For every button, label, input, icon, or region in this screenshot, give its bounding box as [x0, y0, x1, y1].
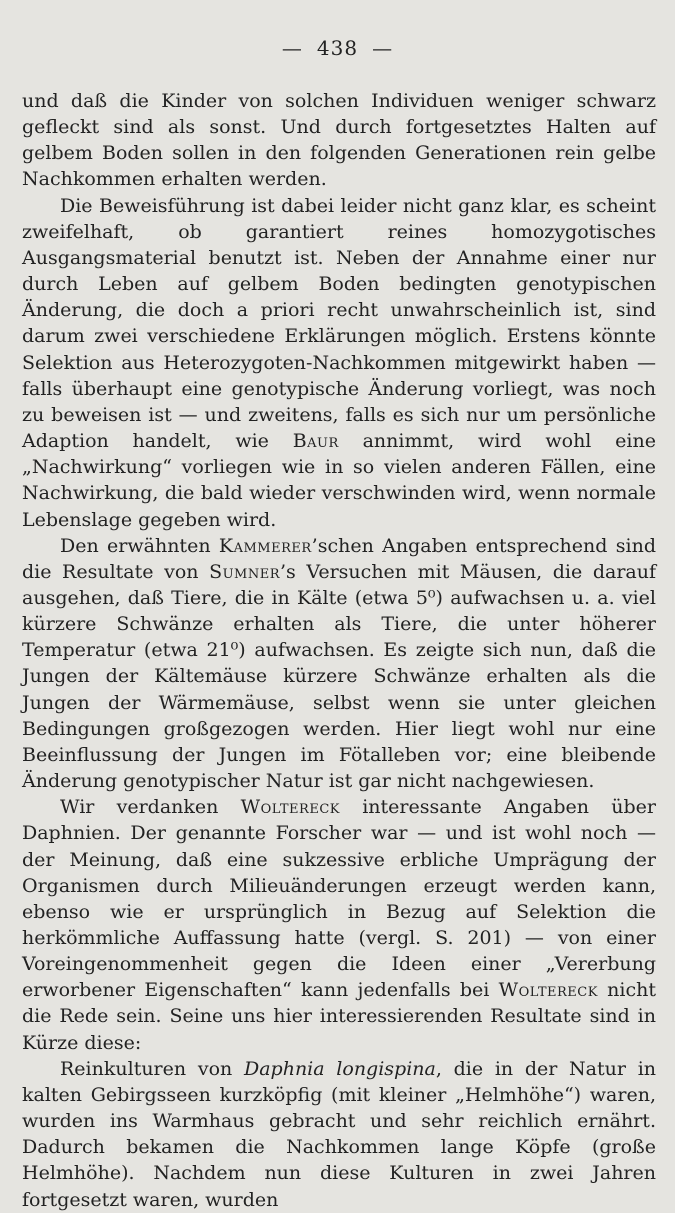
author-name: Kammerer [218, 534, 312, 557]
header-dash-right: — [372, 36, 394, 60]
paragraph-3 [22, 533, 656, 795]
page-number: 438 [316, 36, 359, 60]
text-run: interessante Angaben über Daphnien. Der genannte Forscher war — und ist wohl noch — der Meinung, daß eine sukzessive erbliche Umprägung der Organismen durch Milieuänderungen erzeugt werden kann, ebenso wie er ursprünglich in Bezug auf Selektion die herkömmliche Auffassung hatte (vergl. S. 201) — von einer Voreingenommenheit gegen die Ideen einer „Vererbung erworbener Eigenschaften“ kann jedenfalls bei [22, 796, 656, 1002]
text-run: ’s Versuchen mit Mäusen, die darauf ausgehen, daß Tiere, die in Kälte (etwa 5⁰) aufwachsen u. a. viel kürzere Schwänze erhalten als Tiere, die unter höherer Temperatur (etwa 21⁰) aufwachsen. Es zeigte sich nun, daß die Jungen der Kältemäuse kürzere Schwänze erhalten als die Jungen der Wärmemäuse, selbst wenn sie unter gleichen Bedingungen großgezogen werden. Hier liegt wohl nur eine Beeinflussung der Jungen im Fötalleben vor; eine bleibende Änderung genotypischer Natur ist gar nicht nachgewiesen. [22, 560, 657, 793]
author-name: Woltereck [240, 796, 340, 819]
text-run: Wir verdanken [60, 796, 241, 819]
body-text [22, 88, 656, 1213]
text-run: Die Beweisführung ist dabei leider nicht ganz klar, es scheint zweifelhaft, ob garantiert reines homozygotisches Ausgangsmaterial benutzt ist. Neben der Annahme einer nur durch Leben auf gelbem Boden bedingten genotypischen Änderung, die doch a priori recht unwahrscheinlich ist, sind darum zwei verschiedene Erklärungen möglich. Erstens könnte Selektion aus Heterozygoten-Nachkommen mitgewirkt haben — falls überhaupt eine genotypische Änderung vorliegt, was noch zu beweisen ist — und zweitens, falls es sich nur um persönliche Adaption handelt, wie [22, 194, 656, 453]
text-run: Den erwähnten [60, 534, 219, 557]
author-name: Baur [292, 430, 339, 453]
paragraph-4 [22, 794, 656, 1056]
text-run: und daß die Kinder von solchen Individuen weniger schwarz gefleckt sind als sonst. Und durch fortgesetztes Halten auf gelbem Boden sollen in den folgenden Generationen rein gelbe Nachkommen erhalten werden. [22, 90, 656, 191]
text-run: Reinkulturen von [60, 1057, 244, 1080]
paragraph-5 [22, 1056, 656, 1213]
page-header [0, 36, 675, 60]
text-run: , die in der Natur in kalten Gebirgsseen kurzköpfig (mit kleiner „Helmhöhe“) waren, wurden ins Warmhaus gebracht und sehr reichlich ernährt. Dadurch bekamen die Nachkommen lange Köpfe (große Helmhöhe). Nachdem nun diese Kulturen in zwei Jahren fortgesetzt waren, wurden [22, 1057, 657, 1211]
text-run: annimmt, wird wohl eine „Nachwirkung“ vorliegen wie in so vielen anderen Fällen, eine Nachwirkung, die bald wieder verschwinden wird, wenn normale Lebenslage gegeben wird. [22, 430, 656, 531]
header-dash-left: — [281, 36, 303, 60]
author-name: Sumner [209, 560, 281, 583]
text-run: ’schen Angaben entsprechend sind die Resultate von [22, 534, 656, 583]
author-name: Woltereck [498, 979, 598, 1002]
paragraph-2 [22, 193, 656, 533]
text-run: nicht die Rede sein. Seine uns hier interessierenden Resultate sind in Kürze diese: [22, 979, 656, 1054]
paragraph-1 [22, 88, 656, 193]
species-name: Daphnia longispina [243, 1057, 436, 1080]
